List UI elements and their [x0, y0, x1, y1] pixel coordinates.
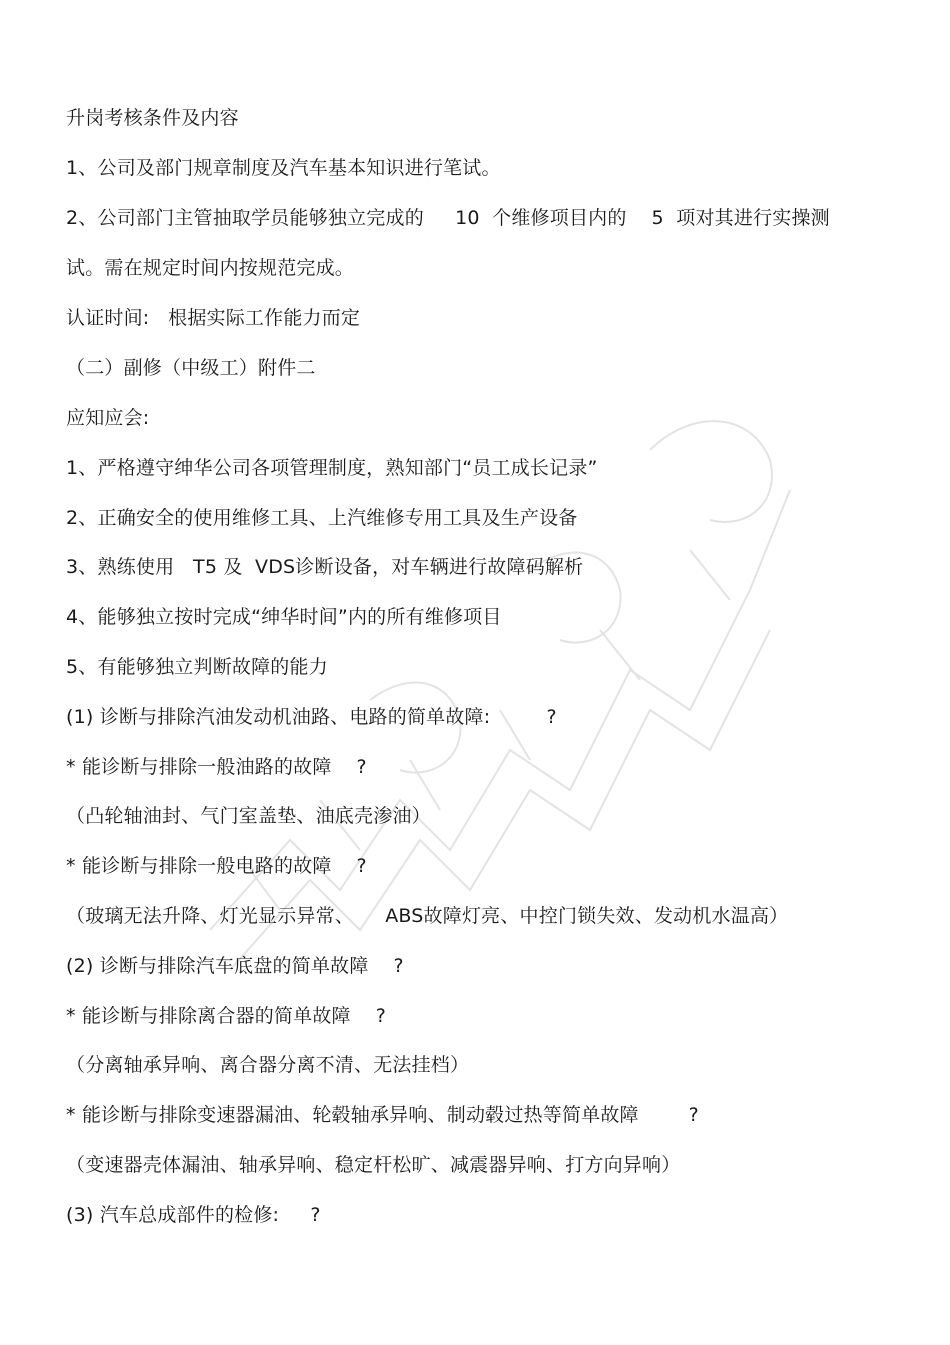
- text-line: （分离轴承异响、离合器分离不清、无法挂档）: [66, 1054, 470, 1076]
- text-line: 试。需在规定时间内按规范完成。: [66, 257, 355, 279]
- text-line: 认证时间: 根据实际工作能力而定: [66, 307, 361, 329]
- text-line: （变速器壳体漏油、轴承异响、稳定杆松旷、减震器异响、打方向异响）: [66, 1154, 681, 1176]
- text-line: （凸轮轴油封、气门室盖垫、油底壳渗油）: [66, 805, 431, 827]
- text-line: (2) 诊断与排除汽车底盘的简单故障 ?: [66, 955, 404, 977]
- text-line: 应知应会:: [66, 407, 150, 429]
- text-line: 1、严格遵守绅华公司各项管理制度，熟知部门“员工成长记录”: [66, 457, 598, 479]
- text-line: * 能诊断与排除一般电路的故障 ?: [66, 855, 367, 877]
- section-heading: （二）副修（中级工）附件二: [66, 357, 316, 379]
- text-line: (1) 诊断与排除汽油发动机油路、电路的简单故障: ?: [66, 706, 557, 728]
- text-line: （玻璃无法升降、灯光显示异常、 ABS故障灯亮、中控门锁失效、发动机水温高）: [66, 905, 789, 927]
- text-line: 2、公司部门主管抽取学员能够独立完成的 10 个维修项目内的 5 项对其进行实操测: [66, 207, 830, 229]
- text-line: 2、正确安全的使用维修工具、上汽维修专用工具及生产设备: [66, 507, 578, 529]
- text-line: * 能诊断与排除一般油路的故障 ?: [66, 756, 367, 778]
- text-line: (3) 汽车总成部件的检修: ?: [66, 1204, 321, 1226]
- text-line: 5、有能够独立判断故障的能力: [66, 656, 328, 678]
- text-line: 1、公司及部门规章制度及汽车基本知识进行笔试。: [66, 157, 501, 179]
- text-line: * 能诊断与排除离合器的简单故障 ?: [66, 1005, 386, 1027]
- text-line: * 能诊断与排除变速器漏油、轮毂轴承异响、制动毂过热等简单故障 ?: [66, 1104, 699, 1126]
- text-line: 4、能够独立按时完成“绅华时间”内的所有维修项目: [66, 606, 502, 628]
- section-title: 升岗考核条件及内容: [66, 107, 239, 129]
- text-line: 3、熟练使用 T5 及 VDS诊断设备，对车辆进行故障码解析: [66, 556, 584, 578]
